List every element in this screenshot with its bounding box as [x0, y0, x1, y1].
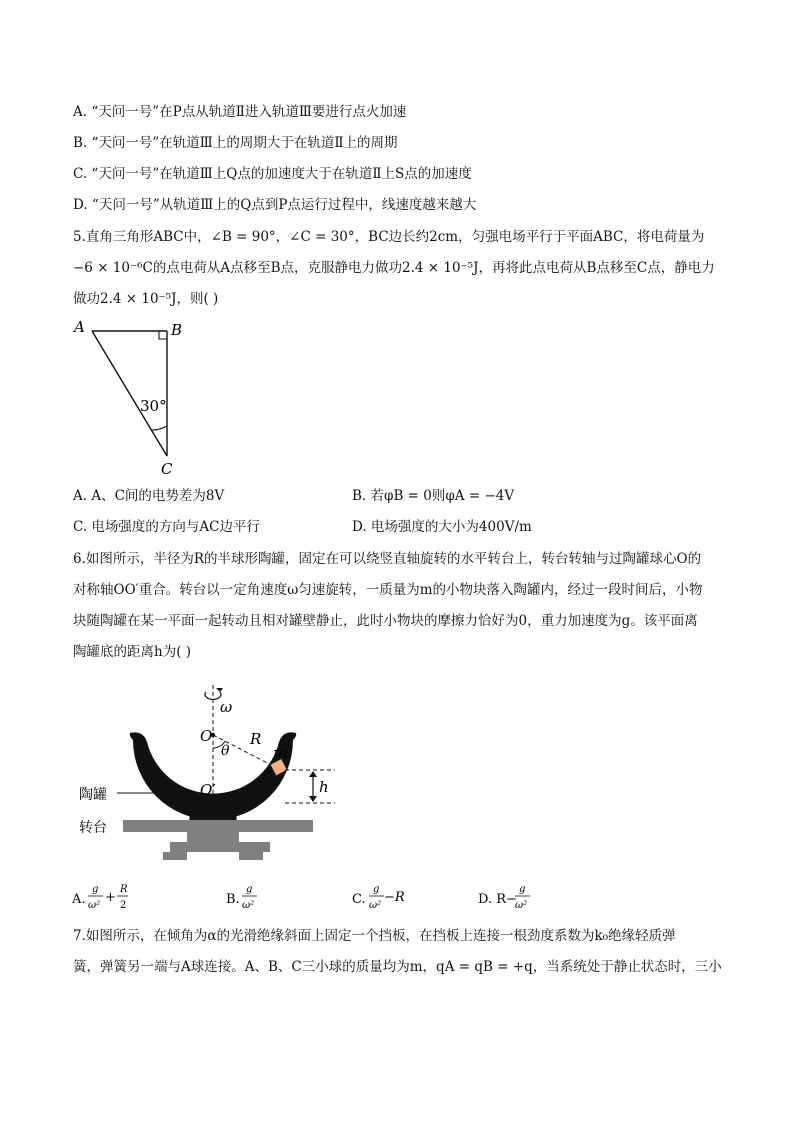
prev-option-b: B. “天问一号”在轨道Ⅲ上的周期大于在轨道Ⅱ上的周期 — [73, 135, 398, 151]
turntable-foot-right — [239, 852, 263, 860]
q7-stem-line1: 7.如图所示，在倾角为α的光滑绝缘斜面上固定一个挡板，在挡板上连接一根劲度系数为k₀绝缘轻质弹 — [73, 928, 676, 944]
q5-stem-line3: 做功2.4 × 10⁻⁵J，则( ) — [73, 291, 219, 307]
q6-stem-line1: 6.如图所示，半径为R的半球形陶罐，固定在可以绕竖直轴旋转的水平转台上，转台转轴与过陶罐球心O的 — [73, 551, 702, 567]
q6-option-a — [71, 884, 128, 911]
prev-option-a: A. “天问一号”在P点从轨道Ⅱ进入轨道Ⅲ要进行点火加速 — [73, 104, 407, 120]
table-label: 转台 — [79, 820, 107, 836]
svg-text:C.: C. — [352, 892, 366, 907]
q5-option-c: C. 电场强度的方向与AC边平行 — [73, 519, 261, 535]
svg-text:ω²: ω² — [369, 900, 382, 911]
svg-text:g: g — [373, 884, 380, 895]
vertex-c-label: C — [161, 460, 173, 478]
right-angle-mark — [159, 331, 167, 339]
turntable-base — [170, 842, 270, 852]
svg-text:A.: A. — [72, 892, 86, 907]
svg-text:D. R−: D. R− — [478, 892, 517, 907]
q5-stem-line1: 5.直角三角形ABC中，∠B = 90°，∠C = 30°，BC边长约2cm，匀强电场平行于平面ABC，将电荷量为 — [73, 229, 705, 245]
height-h-label: h — [319, 778, 329, 796]
turntable-foot-left — [163, 852, 187, 860]
radius-r-label: R — [250, 730, 262, 748]
svg-text:R: R — [120, 884, 128, 895]
angle-label: 30° — [140, 397, 167, 415]
height-arrow-up-icon — [309, 771, 317, 777]
svg-text:g: g — [92, 884, 99, 895]
q5-triangle-figure — [70, 315, 190, 480]
center-o-label: O — [200, 727, 213, 745]
svg-text:−R: −R — [384, 890, 405, 905]
jar-label: 陶罐 — [79, 787, 107, 803]
svg-text:g: g — [246, 884, 253, 895]
q6-jar-figure — [75, 680, 345, 865]
svg-text:g: g — [519, 884, 526, 895]
svg-text:ω²: ω² — [515, 900, 528, 911]
turntable-top — [123, 820, 313, 832]
q5-option-d: D. 电场强度的大小为400V/m — [352, 519, 532, 535]
q6-option-d — [478, 884, 530, 911]
omega-label: ω — [220, 698, 233, 716]
height-arrow-down-icon — [309, 796, 317, 802]
q6-option-b — [226, 884, 257, 911]
svg-text:ω²: ω² — [242, 900, 255, 911]
q7-stem-line2: 簧，弹簧另一端与A球连接。A、B、C三小球的质量均为m，qA = qB = +q，当系统处于静止状态时，三小 — [73, 959, 722, 975]
q5-stem-line2: −6 × 10⁻⁶C的点电荷从A点移至B点，克服静电力做功2.4 × 10⁻⁵J，再将此点电荷从B点移至C点，静电力 — [73, 260, 715, 276]
angle-arc — [152, 426, 167, 430]
theta-label: θ — [221, 743, 230, 759]
q5-option-a: A. A、C间的电势差为8V — [73, 488, 225, 504]
turntable-neck — [187, 832, 239, 842]
q6-option-c — [352, 884, 405, 911]
oprime-label: O′ — [200, 781, 216, 799]
q5-option-b: B. 若φB = 0则φA = −4V — [352, 488, 515, 504]
prev-option-c: C. “天问一号”在轨道Ⅲ上Q点的加速度大于在轨道Ⅱ上S点的加速度 — [73, 166, 472, 182]
svg-text:ω²: ω² — [88, 900, 101, 911]
svg-text:B.: B. — [226, 892, 240, 907]
vertex-b-label: B — [171, 321, 183, 339]
q6-stem-line4: 陶罐底的距离h为( ) — [73, 644, 192, 660]
q6-options — [70, 880, 610, 916]
prev-option-d: D. “天问一号”从轨道Ⅲ上的Q点到P点运行过程中，线速度越来越大 — [73, 197, 477, 213]
q6-stem-line2: 对称轴OO′重合。转台以一定角速度ω匀速旋转，一质量为m的小物块落入陶罐内，经过一段时间后，小物 — [73, 582, 703, 598]
rotation-arrowhead-icon — [216, 688, 223, 692]
vertex-a-label: A — [74, 318, 85, 336]
svg-text:+: + — [105, 890, 116, 905]
mass-m-label: m — [273, 744, 288, 762]
side-ac — [92, 331, 167, 456]
q6-stem-line3: 块随陶罐在某一平面一起转动且相对罐壁静止，此时小物块的摩擦力恰好为0，重力加速度为g。该平面离 — [73, 613, 698, 629]
svg-text:2: 2 — [120, 900, 127, 911]
